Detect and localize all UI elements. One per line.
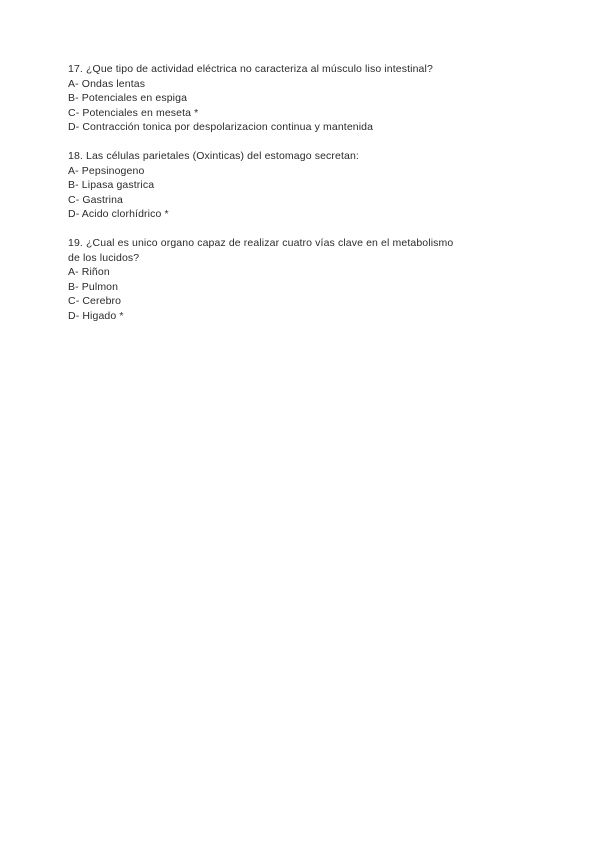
question-block-19 bbox=[68, 236, 468, 324]
question-prompt-19: 19. ¿Cual es unico organo capaz de realizar cuatro vías clave en el metabolismo de los lucidos? bbox=[68, 236, 454, 264]
answer-option-17-b: B- Potenciales en espiga bbox=[68, 92, 188, 105]
answer-options-19 bbox=[68, 265, 468, 323]
exam-questions-container bbox=[68, 62, 468, 324]
question-prompt-17: 17. ¿Que tipo de actividad eléctrica no caracteriza al músculo liso intestinal? bbox=[68, 63, 433, 75]
answer-option-18-a: A- Pepsinogeno bbox=[68, 164, 145, 177]
question-block-17 bbox=[68, 62, 468, 135]
answer-option-19-c: C- Cerebro bbox=[68, 295, 122, 308]
answer-options-17 bbox=[68, 77, 468, 135]
answer-option-17-a: A- Ondas lentas bbox=[68, 77, 146, 90]
question-prompt-18: 18. Las células parietales (Oxinticas) del estomago secretan: bbox=[68, 149, 359, 162]
answer-option-18-b: B- Lipasa gastrica bbox=[68, 179, 155, 192]
answer-option-17-c: C- Potenciales en meseta * bbox=[68, 106, 199, 119]
answer-option-19-a: A- Riñon bbox=[68, 266, 110, 279]
answer-option-18-d: D- Acido clorhídrico * bbox=[68, 208, 169, 221]
answer-option-18-c: C- Gastrina bbox=[68, 193, 123, 206]
question-block-18 bbox=[68, 149, 468, 222]
answer-option-19-b: B- Pulmon bbox=[68, 280, 119, 293]
answer-option-17-d: D- Contracción tonica por despolarizacion continua y mantenida bbox=[68, 121, 374, 134]
answer-options-18 bbox=[68, 164, 468, 222]
answer-option-19-d: D- Higado * bbox=[68, 309, 124, 322]
